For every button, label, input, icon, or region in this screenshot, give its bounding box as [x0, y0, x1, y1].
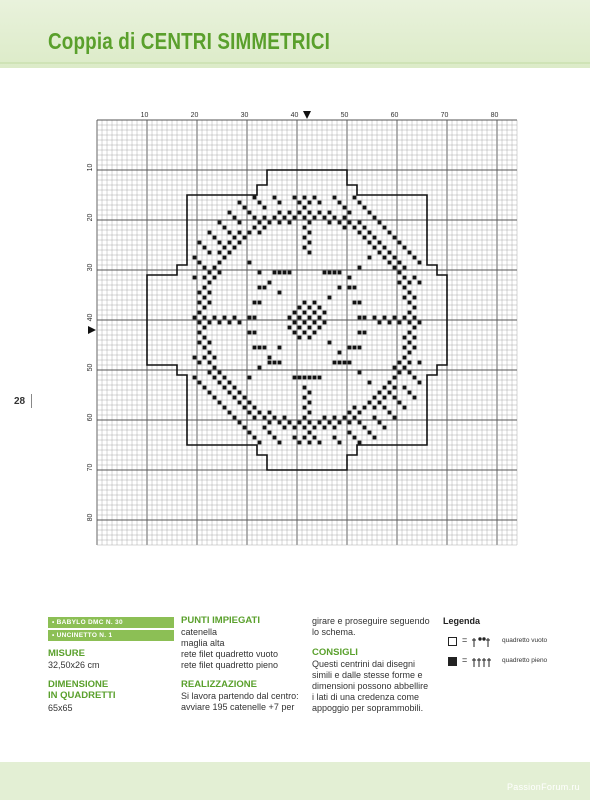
legend-label: quadretto pieno: [502, 657, 548, 664]
y-tick-label: 80: [87, 513, 94, 522]
y-tick-label: 60: [87, 413, 94, 422]
header-rule: [0, 62, 590, 64]
y-tick-label: 50: [87, 363, 94, 372]
x-tick-label: 40: [290, 112, 299, 119]
realizzazione-line: lo schema.: [312, 627, 356, 637]
punti-item: maglia alta: [181, 638, 225, 648]
x-tick-label: 70: [440, 112, 449, 119]
x-tick-label: 60: [390, 112, 399, 119]
filet-chart: [0, 100, 590, 560]
punti-heading: PUNTI IMPIEGATI: [181, 615, 260, 626]
legend-label: quadretto vuoto: [502, 637, 548, 644]
center-column-marker-icon: [303, 111, 311, 119]
dimensione-heading-1: DIMENSIONE: [48, 679, 109, 690]
punti-item: rete filet quadretto vuoto: [181, 649, 279, 659]
x-tick-label: 10: [140, 112, 149, 119]
watermark-credit: PassionForum.ru: [506, 782, 580, 792]
punti-item: rete filet quadretto pieno: [181, 660, 279, 670]
hook-tag: • UNCINETTO N. 1: [48, 630, 174, 641]
x-tick-label: 50: [340, 112, 349, 119]
treble-symbol-icon: [472, 656, 498, 668]
consigli-line: simili e dalle stesse forme e: [312, 670, 423, 680]
misure-heading: MISURE: [48, 648, 85, 659]
dimensione-value: 65x65: [48, 703, 73, 713]
chain-symbol-icon: [472, 636, 498, 648]
page-number: 28: [14, 396, 26, 407]
page-title: Coppia di CENTRI SIMMETRICI: [48, 28, 331, 54]
y-tick-label: 10: [87, 163, 94, 172]
x-tick-label: 20: [190, 112, 199, 119]
y-tick-label: 30: [87, 263, 94, 272]
page-number-divider: [31, 394, 32, 408]
consigli-line: dimensioni possono abbellire: [312, 681, 429, 691]
consigli-line: i lati di una credenza come: [312, 692, 420, 702]
equals-sign: =: [462, 635, 468, 645]
footer-band: [0, 762, 590, 800]
yarn-tag: • BABYLO DMC N. 30: [48, 617, 174, 628]
grid-lines: [97, 120, 517, 545]
realizzazione-line: Si lavora partendo dal centro:: [181, 691, 299, 701]
center-row-marker-icon: [88, 326, 96, 334]
x-tick-label: 30: [240, 112, 249, 119]
consigli-heading: CONSIGLI: [312, 647, 358, 658]
consigli-line: appoggio per soprammobili.: [312, 703, 424, 713]
punti-item: catenella: [181, 627, 218, 637]
realizzazione-line: girare e proseguire seguendo: [312, 616, 430, 626]
y-tick-label: 40: [87, 313, 94, 322]
full-square-icon: [448, 657, 457, 666]
dimensione-heading-2: IN QUADRETTI: [48, 690, 116, 701]
y-tick-label: 20: [87, 213, 94, 222]
legend-title: Legenda: [443, 616, 481, 626]
empty-square-icon: [448, 637, 457, 646]
misure-value: 32,50x26 cm: [48, 660, 100, 670]
consigli-line: Questi centrini dai disegni: [312, 659, 416, 669]
x-tick-label: 80: [490, 112, 499, 119]
realizzazione-line: avviare 195 catenelle +7 per: [181, 702, 295, 712]
realizzazione-heading: REALIZZAZIONE: [181, 679, 257, 690]
equals-sign: =: [462, 655, 468, 665]
y-tick-label: 70: [87, 463, 94, 472]
